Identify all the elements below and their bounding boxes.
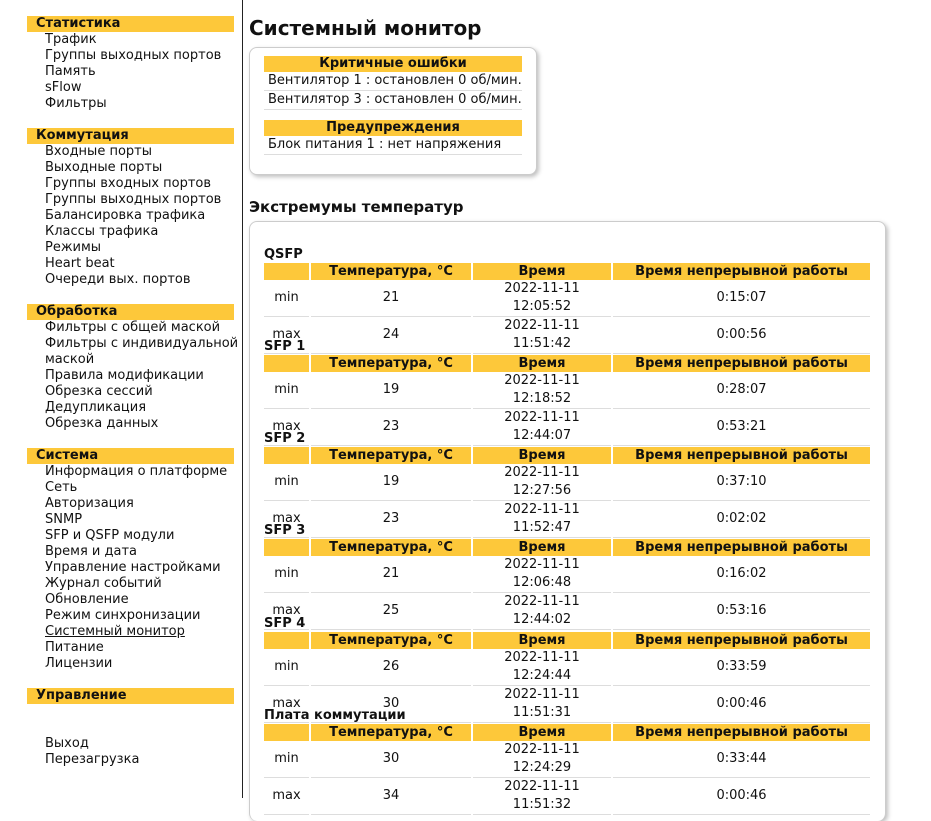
table-cell: min [264, 280, 310, 317]
page-title: Системный монитор [249, 16, 482, 40]
alerts-panel [249, 47, 537, 175]
warnings-list [250, 136, 536, 155]
temperature-group [264, 616, 870, 723]
temperature-group-title: QSFP [264, 247, 303, 262]
table-cell: 2022-11-11 11:51:42 [472, 317, 612, 354]
sidebar-item[interactable]: Системный монитор [45, 624, 185, 639]
temperature-group [264, 339, 870, 446]
table-cell: min [264, 741, 310, 778]
table-cell: 0:00:56 [612, 317, 870, 354]
sidebar-section [27, 448, 234, 672]
sidebar-item[interactable]: Обновление [45, 592, 129, 607]
column-header: Время непрерывной работы [612, 632, 870, 649]
table-cell: 2022-11-11 12:18:52 [472, 372, 612, 409]
table-cell: max [264, 593, 310, 630]
table-cell: 0:53:21 [612, 409, 870, 446]
warning-item: Блок питания 1 : нет напряжения [264, 136, 522, 155]
table-cell: 2022-11-11 12:27:56 [472, 464, 612, 501]
table-cell: 2022-11-11 11:51:31 [472, 686, 612, 723]
column-header [264, 632, 310, 649]
table-header-row [264, 724, 870, 741]
sidebar-section [27, 16, 234, 112]
sidebar [0, 0, 243, 798]
sidebar-item[interactable]: Режимы [45, 240, 102, 255]
table-cell: 26 [310, 649, 472, 686]
table-cell: 0:15:07 [612, 280, 870, 317]
table-cell: 0:33:44 [612, 741, 870, 778]
sidebar-item[interactable]: Управление настройками [45, 560, 221, 575]
table-cell: 2022-11-11 12:24:44 [472, 649, 612, 686]
sidebar-item[interactable]: Время и дата [45, 544, 138, 559]
table-cell: max [264, 317, 310, 354]
sidebar-section-items [27, 736, 234, 768]
temperature-group [264, 708, 870, 815]
column-header: Температура, °C [310, 355, 472, 372]
sidebar-item[interactable]: Классы трафика [45, 224, 159, 239]
table-header-row [264, 447, 870, 464]
column-header: Температура, °C [310, 724, 472, 741]
temperature-group-title: SFP 1 [264, 339, 306, 354]
critical-errors-header: Критичные ошибки [264, 56, 522, 72]
column-header: Время непрерывной работы [612, 539, 870, 556]
temperature-extremes-title: Экстремумы температур [249, 198, 464, 216]
sidebar-section-items [27, 464, 234, 672]
table-cell: 30 [310, 741, 472, 778]
table-cell: 2022-11-11 12:44:07 [472, 409, 612, 446]
table-cell: min [264, 464, 310, 501]
sidebar-section-title: Система [27, 448, 234, 464]
sidebar-item[interactable]: Правила модификации [45, 368, 204, 383]
table-cell: min [264, 372, 310, 409]
table-header-row [264, 539, 870, 556]
column-header [264, 539, 310, 556]
table-cell: 0:00:46 [612, 778, 870, 815]
sidebar-item[interactable]: Фильтры с индивидуальной маской [45, 336, 239, 367]
table-cell: 0:53:16 [612, 593, 870, 630]
table-cell: 2022-11-11 12:05:52 [472, 280, 612, 317]
sidebar-item[interactable]: Перезагрузка [45, 752, 140, 767]
column-header: Время непрерывной работы [612, 263, 870, 280]
sidebar-item[interactable]: Фильтры с общей маской [45, 320, 221, 335]
table-row [264, 464, 870, 501]
table-cell: 2022-11-11 11:51:32 [472, 778, 612, 815]
table-cell: 21 [310, 280, 472, 317]
sidebar-section-title: Статистика [27, 16, 234, 32]
table-cell: 2022-11-11 12:24:29 [472, 741, 612, 778]
temperature-extremes-panel [249, 221, 886, 821]
column-header: Время [472, 632, 612, 649]
sidebar-section-title: Коммутация [27, 128, 234, 144]
table-cell: max [264, 778, 310, 815]
table-cell: 0:02:02 [612, 501, 870, 538]
temperature-group-title: SFP 2 [264, 431, 306, 446]
sidebar-item[interactable]: Группы входных портов [45, 176, 212, 191]
column-header: Температура, °C [310, 447, 472, 464]
sidebar-item[interactable]: Обрезка сессий [45, 384, 153, 399]
sidebar-item[interactable]: Журнал событий [45, 576, 162, 591]
table-row [264, 649, 870, 686]
table-row [264, 741, 870, 778]
table-cell: 2022-11-11 12:06:48 [472, 556, 612, 593]
column-header: Температура, °C [310, 632, 472, 649]
table-row [264, 372, 870, 409]
table-cell: 30 [310, 686, 472, 723]
table-header-row [264, 263, 870, 280]
table-cell: max [264, 501, 310, 538]
table-cell: 19 [310, 372, 472, 409]
column-header: Время [472, 355, 612, 372]
column-header: Температура, °C [310, 263, 472, 280]
table-cell: max [264, 686, 310, 723]
sidebar-section [27, 688, 234, 768]
sidebar-section-items [27, 144, 234, 288]
table-cell: 0:33:59 [612, 649, 870, 686]
table-cell: 0:00:46 [612, 686, 870, 723]
sidebar-section-items [27, 32, 234, 112]
sidebar-section-title: Управление [27, 688, 234, 704]
temperature-table [264, 724, 870, 815]
sidebar-item[interactable]: Heart beat [45, 256, 115, 271]
sidebar-item[interactable]: sFlow [45, 80, 82, 95]
column-header [264, 355, 310, 372]
table-cell: 2022-11-11 11:52:47 [472, 501, 612, 538]
column-header: Время непрерывной работы [612, 724, 870, 741]
table-cell: 19 [310, 464, 472, 501]
sidebar-item[interactable]: Группы выходных портов [45, 192, 222, 207]
table-row [264, 556, 870, 593]
sidebar-item[interactable]: Лицензии [45, 656, 113, 671]
sidebar-item[interactable]: Дедупликация [45, 400, 147, 415]
table-cell: 0:37:10 [612, 464, 870, 501]
temperature-group [264, 523, 870, 630]
column-header: Время непрерывной работы [612, 355, 870, 372]
column-header: Время непрерывной работы [612, 447, 870, 464]
sidebar-item[interactable]: Питание [45, 640, 104, 655]
table-cell: 23 [310, 409, 472, 446]
sidebar-section-items [27, 320, 240, 432]
table-row [264, 778, 870, 815]
sidebar-item[interactable]: Обрезка данных [45, 416, 159, 431]
table-cell: max [264, 409, 310, 446]
sidebar-item[interactable]: Группы выходных портов [45, 48, 222, 63]
table-cell: 24 [310, 317, 472, 354]
sidebar-item[interactable]: Выходные порты [45, 160, 163, 175]
table-row [264, 280, 870, 317]
sidebar-item[interactable]: Сеть [45, 480, 78, 495]
temperature-group-title: Плата коммутации [264, 708, 406, 723]
column-header [264, 263, 310, 280]
table-cell: 34 [310, 778, 472, 815]
temperature-group-title: SFP 4 [264, 616, 306, 631]
column-header [264, 447, 310, 464]
sidebar-item[interactable]: Режим синхронизации [45, 608, 201, 623]
warnings-header: Предупреждения [264, 120, 522, 136]
column-header: Время [472, 539, 612, 556]
table-cell: 21 [310, 556, 472, 593]
critical-error-item: Вентилятор 3 : остановлен 0 об/мин. [264, 91, 522, 110]
table-cell: 0:28:07 [612, 372, 870, 409]
temperature-group [264, 247, 870, 354]
table-cell: min [264, 556, 310, 593]
column-header [264, 724, 310, 741]
sidebar-item[interactable]: Память [45, 64, 96, 79]
sidebar-item[interactable]: Трафик [45, 32, 97, 47]
table-header-row [264, 632, 870, 649]
column-header: Время [472, 447, 612, 464]
table-cell: min [264, 649, 310, 686]
table-cell: 25 [310, 593, 472, 630]
sidebar-item[interactable]: Очереди вых. портов [45, 272, 191, 287]
sidebar-item[interactable]: Информация о платформе [45, 464, 228, 479]
table-header-row [264, 355, 870, 372]
sidebar-section [27, 304, 240, 432]
temperature-group-title: SFP 3 [264, 523, 306, 538]
table-cell: 0:16:02 [612, 556, 870, 593]
critical-errors-list [250, 72, 536, 110]
sidebar-section [27, 128, 234, 288]
column-header: Время [472, 263, 612, 280]
sidebar-section-title: Обработка [27, 304, 234, 320]
table-cell: 2022-11-11 12:44:02 [472, 593, 612, 630]
sidebar-item[interactable]: Фильтры [45, 96, 107, 111]
sidebar-item[interactable]: Входные порты [45, 144, 152, 159]
sidebar-item[interactable]: Выход [45, 736, 89, 751]
sidebar-item[interactable]: SFP и QSFP модули [45, 528, 175, 543]
sidebar-item[interactable]: Балансировка трафика [45, 208, 206, 223]
column-header: Температура, °C [310, 539, 472, 556]
temperature-group [264, 431, 870, 538]
table-cell: 23 [310, 501, 472, 538]
column-header: Время [472, 724, 612, 741]
sidebar-item[interactable]: Авторизация [45, 496, 134, 511]
sidebar-item[interactable]: SNMP [45, 512, 83, 527]
critical-error-item: Вентилятор 1 : остановлен 0 об/мин. [264, 72, 522, 91]
